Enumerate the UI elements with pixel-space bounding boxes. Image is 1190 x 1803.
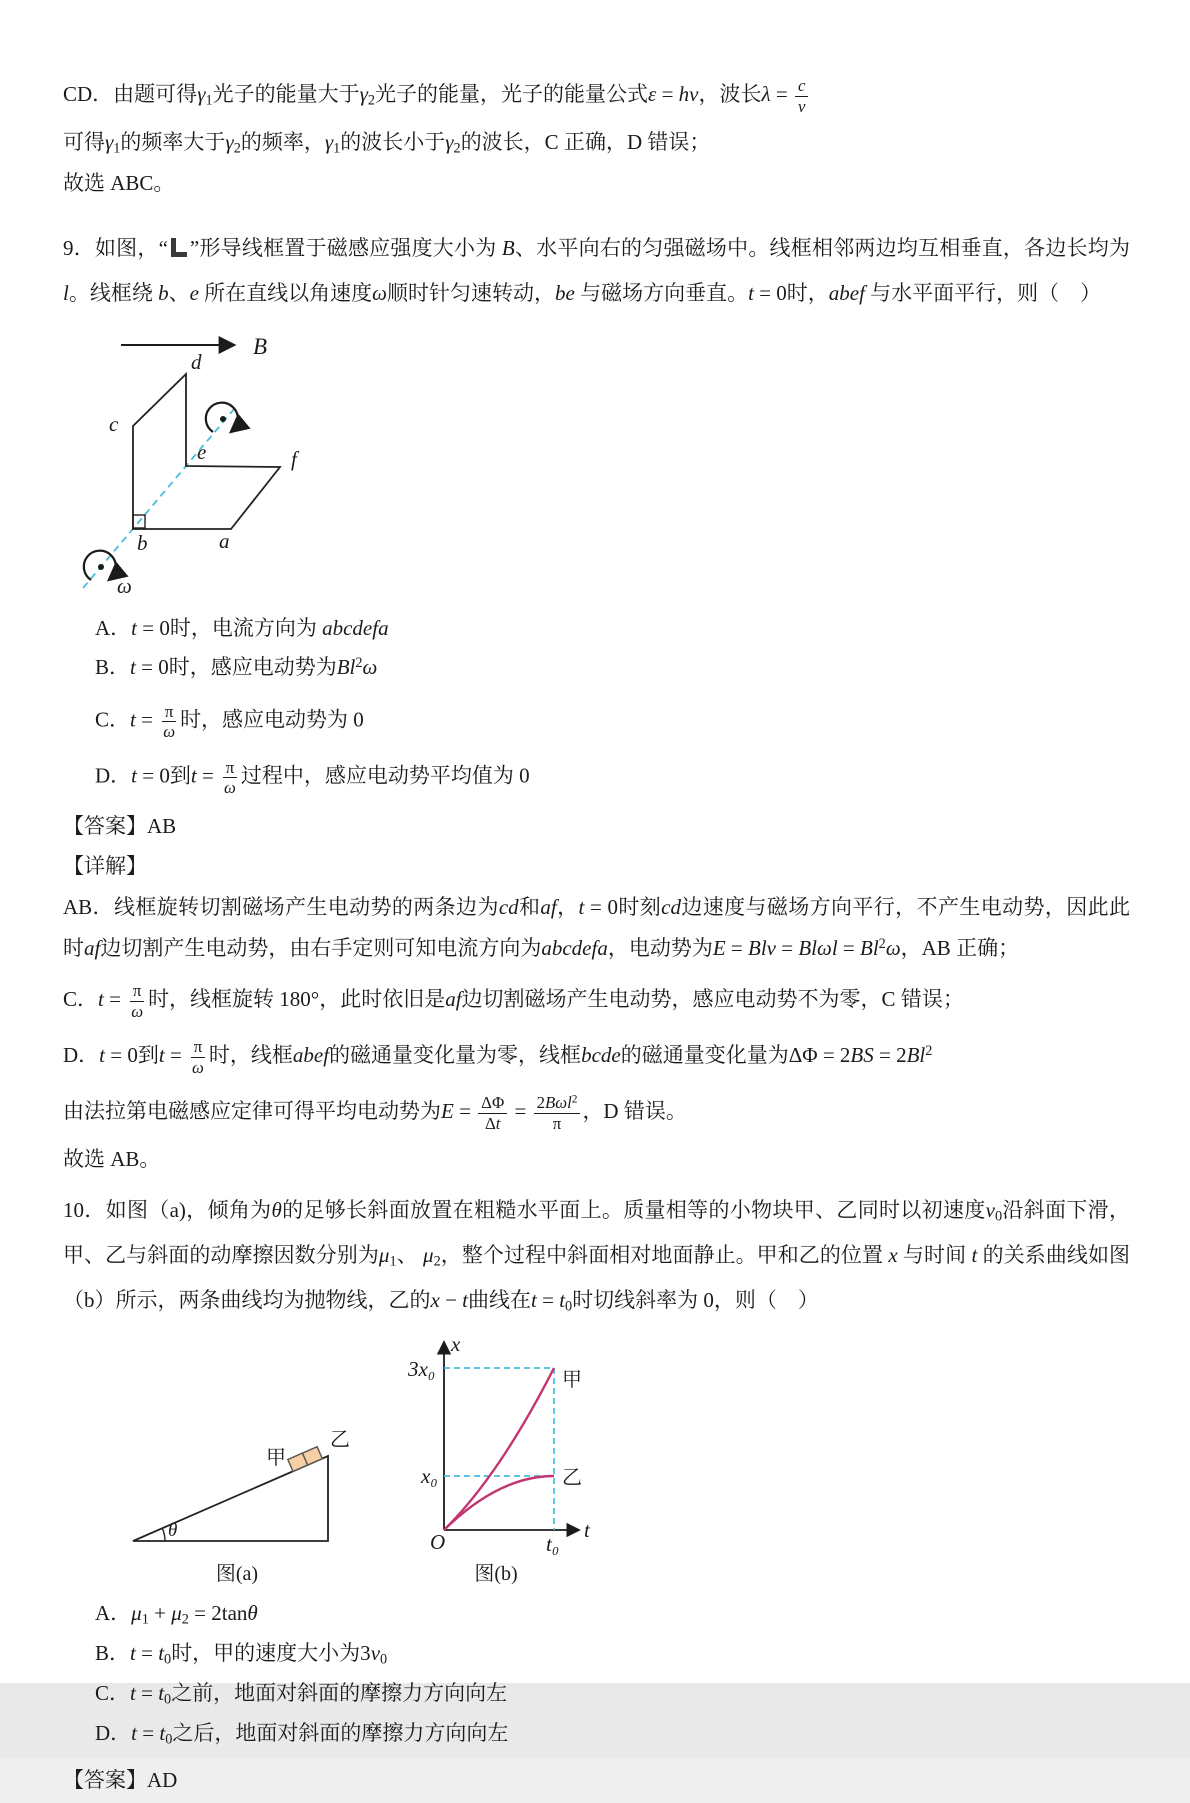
rotation-arrow-upper-icon bbox=[206, 402, 238, 431]
q10-figure-b bbox=[396, 1333, 596, 1586]
curve-jia-label: 甲 bbox=[562, 1369, 582, 1392]
q10-stem: 10．如图（a)，倾角为θ的足够长斜面放置在粗糙水平面上。质量相等的小物块甲、乙同时以初速度$v_0$沿斜面下滑，甲、乙与斜面的动摩擦因数分别为$\mu_1$、 $\mu_2$，整个过程中斜面相对地面静止。甲和乙的位置 x 与时间 t 的关系曲线如图（b）所示，两条曲线均为抛物线，乙的x − t曲线在$t = t_0$时切线斜率为 0，则（ ） bbox=[63, 1197, 1131, 1315]
theta-label: θ bbox=[168, 1520, 178, 1542]
l-shaped-frame-icon bbox=[171, 238, 187, 257]
tick-t0-label: t₀ bbox=[546, 1532, 560, 1557]
figure-b-caption: 图(b) bbox=[474, 1563, 518, 1586]
q10-figure-a bbox=[118, 1429, 356, 1586]
q10-option-c: C．$t = t_0$之前，地面对斜面的摩擦力方向向左 bbox=[95, 1680, 508, 1708]
vertex-b-label: b bbox=[137, 530, 148, 555]
omega-label: ω bbox=[117, 573, 132, 598]
x-t-graph bbox=[396, 1333, 596, 1555]
q9-explain-d: D．t = 0到t = $\frac{\pi}{\omega}$ 时，线框abef的磁通量变化量为零，线框bcde的磁通量变化量为$\Delta\Phi = 2BS = 2Bl^2$ bbox=[63, 1037, 933, 1077]
q9-stem-prefix: 9．如图，“ bbox=[63, 236, 168, 261]
q9-option-d: D．t = 0到t = $\frac{\pi}{\omega}$ 过程中，感应电动势平均值为 0 bbox=[95, 757, 530, 797]
q9-explain-guxuan: 故选 AB。 bbox=[63, 1146, 161, 1171]
blocks-on-incline bbox=[288, 1447, 323, 1472]
q9-detail-label: 【详解】 bbox=[63, 854, 147, 879]
t-axis-label: t bbox=[584, 1518, 590, 1543]
rotation-axis-dashed-line bbox=[83, 408, 235, 588]
figure-a-caption: 图(a) bbox=[215, 1563, 259, 1586]
prev-solution-line-kede: 可得$\gamma_1$的频率大于$\gamma_2$的频率，$\gamma_1$的波长小于$\gamma_2$的波长，C 正确，D 错误； bbox=[63, 130, 711, 157]
q9-wireframe-diagram bbox=[63, 319, 315, 599]
q9-options bbox=[95, 611, 1130, 798]
q10-answer-label: 【答案】 bbox=[63, 1767, 147, 1792]
vertex-a-label: a bbox=[219, 528, 230, 553]
q9-explain-faraday: 由法拉第电磁感应定律可得平均电动势为E = $\frac{\Delta\Phi}{\Delta t}$ = $\frac{2B\omega l^2}{\pi}$ ，D 错误。 bbox=[63, 1093, 687, 1133]
q9-answer-label: 【答案】 bbox=[63, 814, 147, 839]
incline-diagram bbox=[118, 1429, 356, 1555]
origin-label: O bbox=[430, 1530, 446, 1555]
vertex-e-label: e bbox=[197, 439, 207, 464]
prev-solution-line-cd: CD．由题可得$\gamma_1$光子的能量大于$\gamma_2$光子的能量，光子的能量公式ε = hν，波长λ = $\frac{c}{\nu}$ bbox=[63, 74, 1130, 116]
q9-explain-ab: AB．线框旋转切割磁场产生电动势的两条边为cd和af，t = 0时刻cd边速度与磁场方向平行，不产生电动势，因此此时af边切割产生电动势，由右手定则可知电流方向为abcdefa，电动势为E = Blv = $Bl\omega l = Bl^2\omega$，AB 正确； bbox=[63, 895, 1131, 960]
curve-jia bbox=[444, 1368, 554, 1530]
vertex-d-label: d bbox=[191, 349, 202, 374]
q10-options bbox=[95, 1596, 1130, 1751]
q9-explain-c: C．t = $\frac{\pi}{\omega}$ 时，线框旋转 180°，此时依旧是af边切割磁场产生电动势，感应电动势不为零，C 错误； bbox=[63, 981, 964, 1021]
vertex-c-label: c bbox=[109, 411, 119, 436]
q9-option-b: B．t = 0时，感应电动势为Bl$^2$ω bbox=[95, 655, 378, 680]
q10-figures bbox=[118, 1333, 1130, 1586]
q10-answer-value: AD bbox=[147, 1767, 178, 1792]
q9-option-c: C．t = $\frac{\pi}{\omega}$ 时，感应电动势为 0 bbox=[95, 702, 364, 742]
block-jia-label: 甲 bbox=[266, 1447, 286, 1470]
tick-3x0-label: 3x₀ bbox=[408, 1357, 436, 1382]
tick-x0-label: x₀ bbox=[421, 1464, 438, 1489]
q10-option-b: B．$t = t_0$时，甲的速度大小为$3v_0$ bbox=[95, 1641, 388, 1668]
rotation-arrow-lower-icon bbox=[84, 550, 116, 579]
x-axis-label: x bbox=[451, 1332, 461, 1357]
theta-arc bbox=[162, 1528, 165, 1541]
q10-option-d: D．$t = t_0$之后，地面对斜面的摩擦力方向向左 bbox=[95, 1720, 509, 1748]
q10-option-a: A．$\mu_1 + \mu_2 = 2\tan\theta$ bbox=[95, 1601, 258, 1628]
q9-option-a: A．t = 0时，电流方向为 abcdefa bbox=[95, 615, 389, 640]
q9-figure bbox=[63, 319, 1130, 605]
q10-answer-line bbox=[0, 1758, 1190, 1803]
q9-stem bbox=[63, 226, 1130, 316]
wire-frame-outline bbox=[133, 374, 280, 529]
prev-solution-line-guxuan: 故选 ABC。 bbox=[63, 171, 175, 196]
block-yi-label: 乙 bbox=[330, 1429, 350, 1452]
q9-answer-value: AB bbox=[147, 814, 177, 839]
b-field-label: B bbox=[253, 333, 268, 359]
curve-yi bbox=[444, 1476, 554, 1530]
q9-answer-line bbox=[63, 807, 1130, 847]
curve-yi-label: 乙 bbox=[562, 1467, 582, 1490]
vertex-f-label: f bbox=[291, 446, 297, 471]
q9-stem-suffix: ”形导线框置于磁感应强度大小为 B、水平向右的匀强磁场中。线框相邻两边均互相垂直，各边长均为 l。线框绕 b、e 所在直线以角速度ω顺时针匀速转动，be 与磁场方向垂直。t = 0时，abef 与水平面平行，则（ ） bbox=[63, 236, 1130, 306]
